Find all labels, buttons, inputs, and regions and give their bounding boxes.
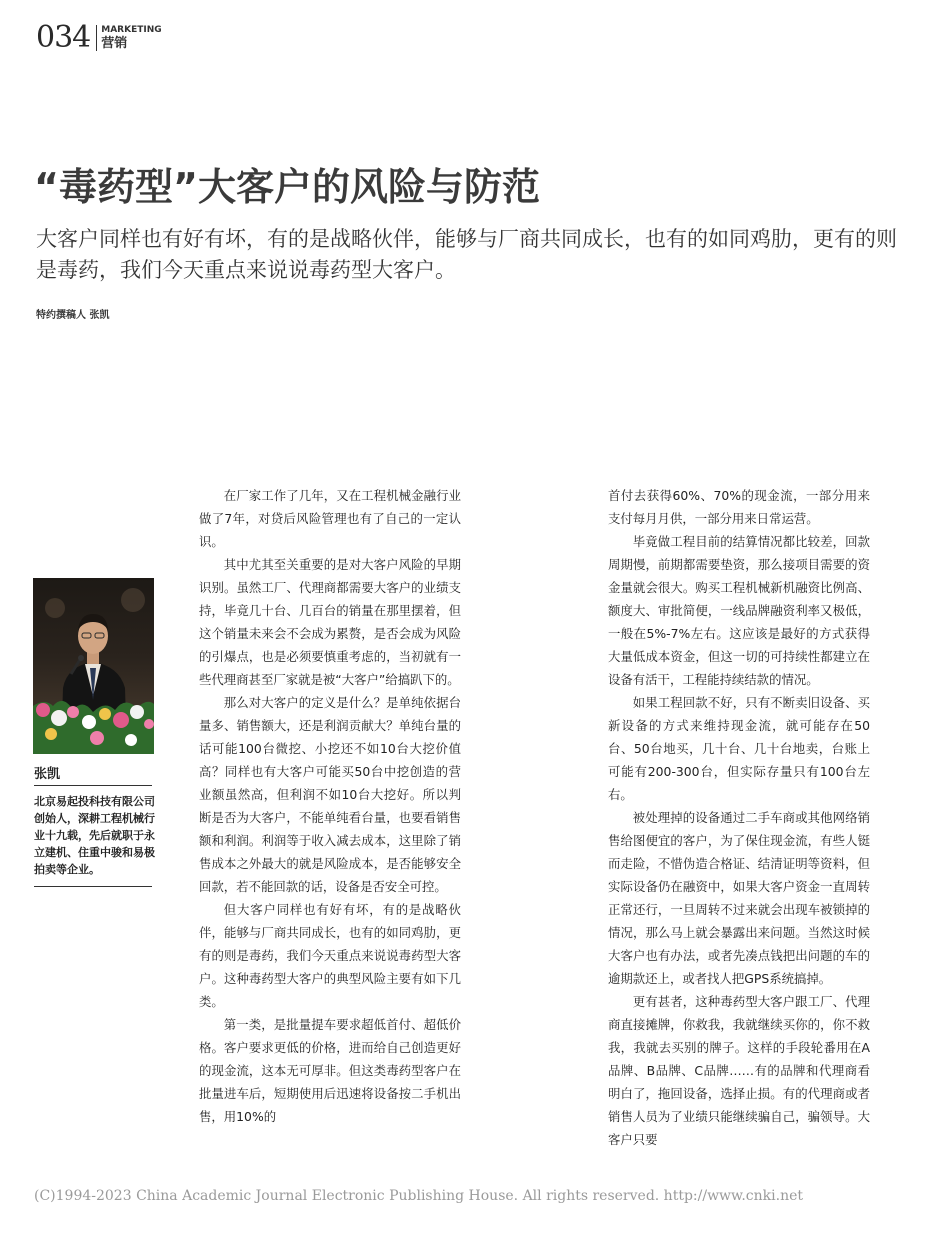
paragraph: 在厂家工作了几年，又在工程机械金融行业做了7年，对贷后风险管理也有了自己的一定认识。 — [199, 488, 461, 549]
author-bio: 北京易起投科技有限公司创始人，深耕工程机械行业十九载，先后就职于永立建机、住重中骏和易极拍卖等企业。 — [34, 795, 155, 876]
paragraph: 被处理掉的设备通过二手车商或其他网络销售给图便宜的客户，为了保住现金流，有些人铤而走险，不惜伪造合格证、结清证明等资料，但实际设备仍在融资中，如果大客户资金一直周转正常还行，一旦周转不过来就会出现车被锁掉的情况，那么马上就会暴露出来问题。当然这时候大客户也有办法，或者先凑点钱把出问题的车的逾期款还上，或者找人把GPS系统搞掉。 — [608, 810, 870, 986]
author-name: 张凯 — [34, 767, 61, 782]
paragraph: 更有甚者，这种毒药型大客户跟工厂、代理商直接摊牌，你救我，我就继续买你的，你不救我，我就去买别的牌子。这样的手段轮番用在A品牌、B品牌、C品牌……有的品牌和代理商看明白了，拖回设备，选择止损。有的代理商或者销售人员为了业绩只能继续骗自己，骗领导。大客户只要 — [608, 994, 870, 1147]
paragraph: 毕竟做工程目前的结算情况都比较差，回款周期慢，前期都需要垫资，那么接项目需要的资金量就会很大。购买工程机械新机融资比例高、额度大、审批简便，一线品牌融资利率又极低，一般在5%-7%左右。这应该是最好的方式获得大量低成本资金，但这一切的可持续性都建立在设备有活干，工程能持续结款的情况。 — [608, 534, 870, 687]
author-portrait — [33, 578, 154, 754]
paragraph: 其中尤其至关重要的是对大客户风险的早期识别。虽然工厂、代理商都需要大客户的业绩支持，毕竟几十台、几百台的销量在那里摆着，但这个销量未来会不会成为累赘，是否会成为风险的引爆点，也是必须要慎重考虑的，当初就有一些代理商甚至厂家就是被“大客户”给搞趴下的。 — [199, 557, 461, 687]
author-divider-top — [34, 785, 152, 786]
page-number: 034 — [36, 20, 91, 55]
author-divider-bottom — [34, 886, 152, 887]
article-column-1 — [199, 484, 461, 1128]
page-header — [36, 22, 162, 54]
section-label — [96, 25, 161, 51]
paragraph: 如果工程回款不好，只有不断卖旧设备、买新设备的方式来维持现金流，就可能存在50台、50台地买，几十台、几十台地卖，台账上可能有200-300台，但实际存量只有100台左右。 — [608, 695, 870, 802]
paragraph: 第一类，是批量提车要求超低首付、超低价格。客户要求更低的价格，进而给自己创造更好的现金流，这本无可厚非。但这类毒药型客户在批量进车后，短期使用后迅速将设备按二手机出售，用10%的 — [199, 1017, 461, 1124]
article-column-2 — [608, 484, 870, 1151]
paragraph: 但大客户同样也有好有坏，有的是战略伙伴，能够与厂商共同成长，也有的如同鸡肋，更有的则是毒药，我们今天重点来说说毒药型大客户。这种毒药型大客户的典型风险主要有如下几类。 — [199, 902, 461, 1009]
article-byline: 特约撰稿人 张凯 — [36, 310, 110, 321]
paragraph: 首付去获得60%、70%的现金流，一部分用来支付每月月供，一部分用来日常运营。 — [608, 488, 870, 526]
paragraph: 那么对大客户的定义是什么？是单纯依据台量多、销售额大，还是利润贡献大？单纯台量的话可能100台微挖、小挖还不如10台大挖价值高？同样也有大客户可能买50台中挖创造的营业额虽然高，但利润不如10台大挖好。所以判断是否为大客户，不能单纯看台量，也要看销售额和利润。利润等于收入减去成本，这里除了销售成本之外最大的就是风险成本，是否能够安全回款，若不能回款的话，设备是否安全可控。 — [199, 695, 461, 894]
article-title: “毒药型”大客户的风险与防范 — [34, 165, 540, 209]
section-label-en: MARKETING — [101, 25, 162, 35]
copyright-footer: (C)1994-2023 China Academic Journal Electronic Publishing House. All rights reserved. http://www.cnki.net — [34, 1188, 804, 1204]
article-lead: 大客户同样也有好有坏，有的是战略伙伴，能够与厂商共同成长，也有的如同鸡肋，更有的则是毒药，我们今天重点来说说毒药型大客户。 — [36, 227, 897, 282]
section-label-zh: 营销 — [101, 36, 128, 51]
